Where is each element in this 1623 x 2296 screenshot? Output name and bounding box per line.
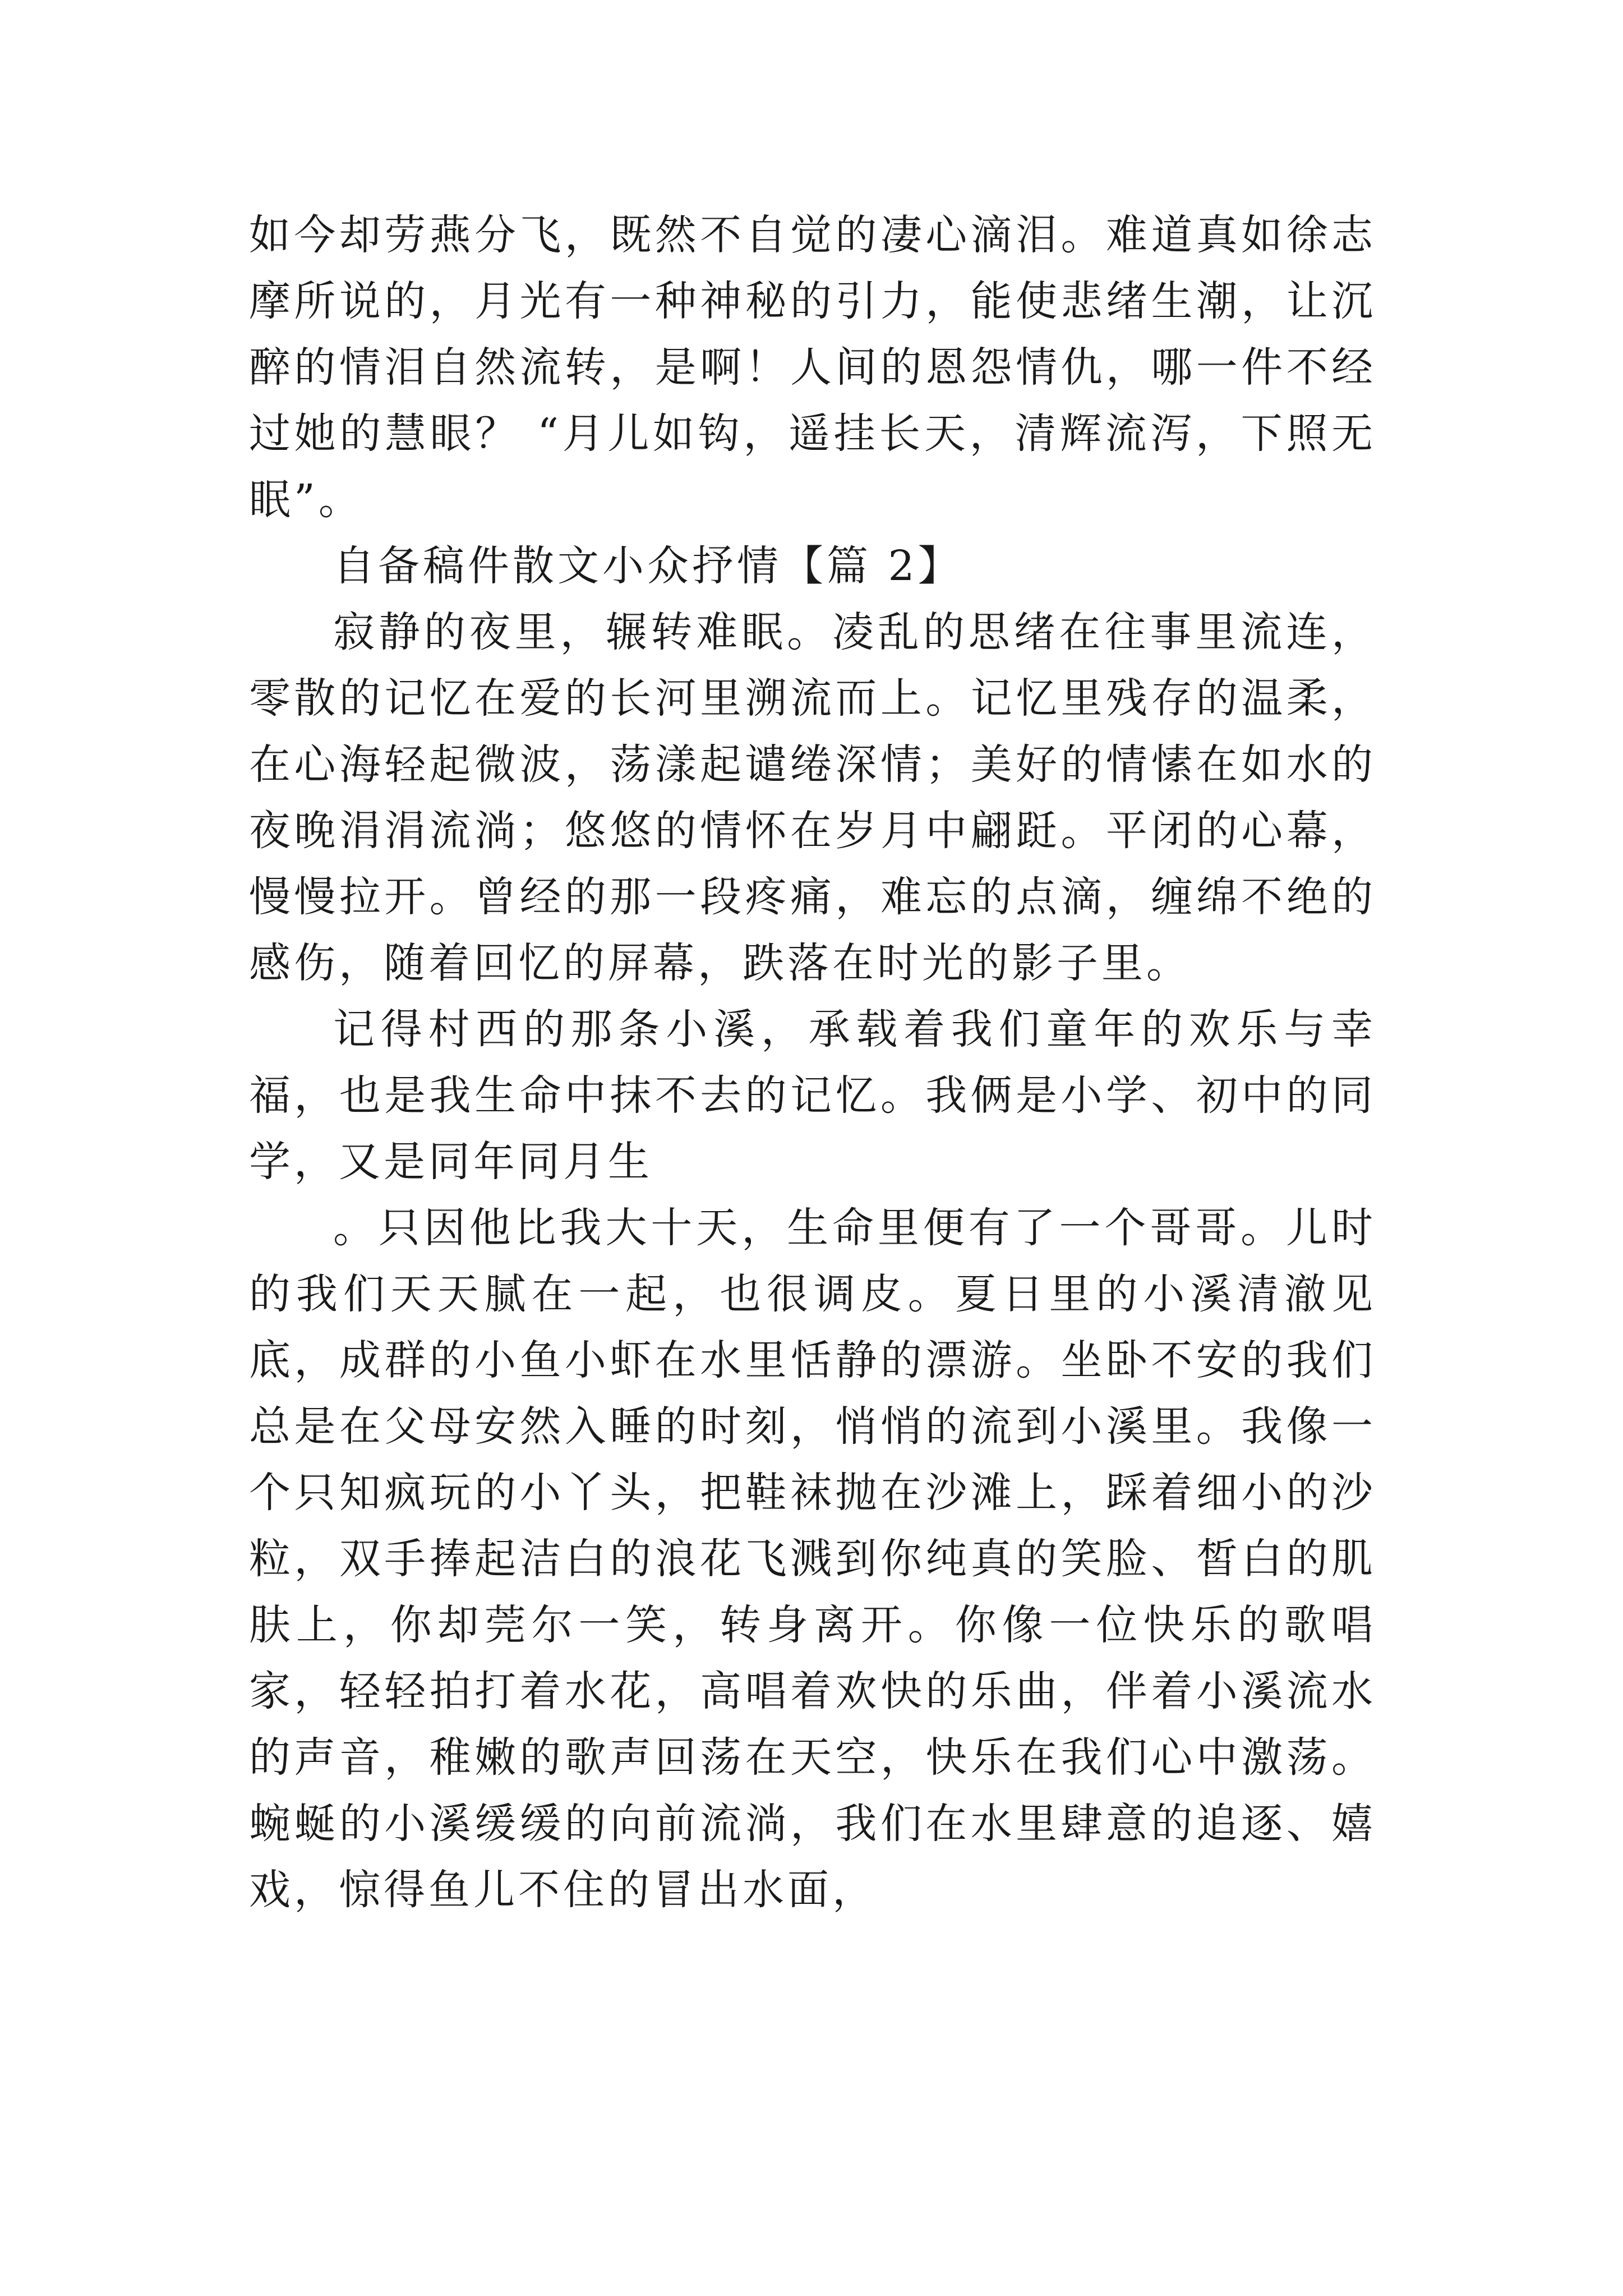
paragraph: 。只因他比我大十天，生命里便有了一个哥哥。儿时的我们天天腻在一起，也很调皮。夏日里的小溪清澈见底，成群的小鱼小虾在水里恬静的漂游。坐卧不安的我们总是在父母安然入睡的时刻，悄悄的流到小溪里。我像一个只知疯玩的小丫头，把鞋袜抛在沙滩上，踩着细小的沙粒，双手捧起洁白的浪花飞溅到你纯真的笑脸、皙白的肌肤上，你却莞尔一笑，转身离开。你像一位快乐的歌唱家，轻轻拍打着水花，高唱着欢快的乐曲，伴着小溪流水的声音，稚嫩的歌声回荡在天空，快乐在我们心中激荡。蜿蜒的小溪缓缓的向前流淌，我们在水里肆意的追逐、嬉戏，惊得鱼儿不住的冒出水面， xyxy=(249,1204,1376,1914)
paragraph: 记得村西的那条小溪，承载着我们童年的欢乐与幸福，也是我生命中抹不去的记忆。我俩是小学、初中的同学，又是同年同月生 xyxy=(249,1005,1376,1186)
body-text xyxy=(249,202,1376,1923)
paragraph: 如今却劳燕分飞，既然不自觉的凄心滴泪。难道真如徐志摩所说的，月光有一种神秘的引力，能使悲绪生潮，让沉醉的情泪自然流转，是啊！人间的恩怨情仇，哪一件不经过她的慧眼？ “月儿如钩，遥挂长天，清辉流泻，下照无眠”。 xyxy=(249,211,1376,524)
paragraph: 寂静的夜里，辗转难眠。凌乱的思绪在往事里流连，零散的记忆在爱的长河里溯流而上。记忆里残存的温柔，在心海轻起微波，荡漾起谴绻深情；美好的情愫在如水的夜晚涓涓流淌；悠悠的情怀在岁月中翩跹。平闭的心幕，慢慢拉开。曾经的那一段疼痛，难忘的点滴，缠绵不绝的感伤，随着回忆的屏幕，跌落在时光的影子里。 xyxy=(249,608,1376,987)
section-heading: 自备稿件散文小众抒情【篇 2】 xyxy=(333,542,963,590)
